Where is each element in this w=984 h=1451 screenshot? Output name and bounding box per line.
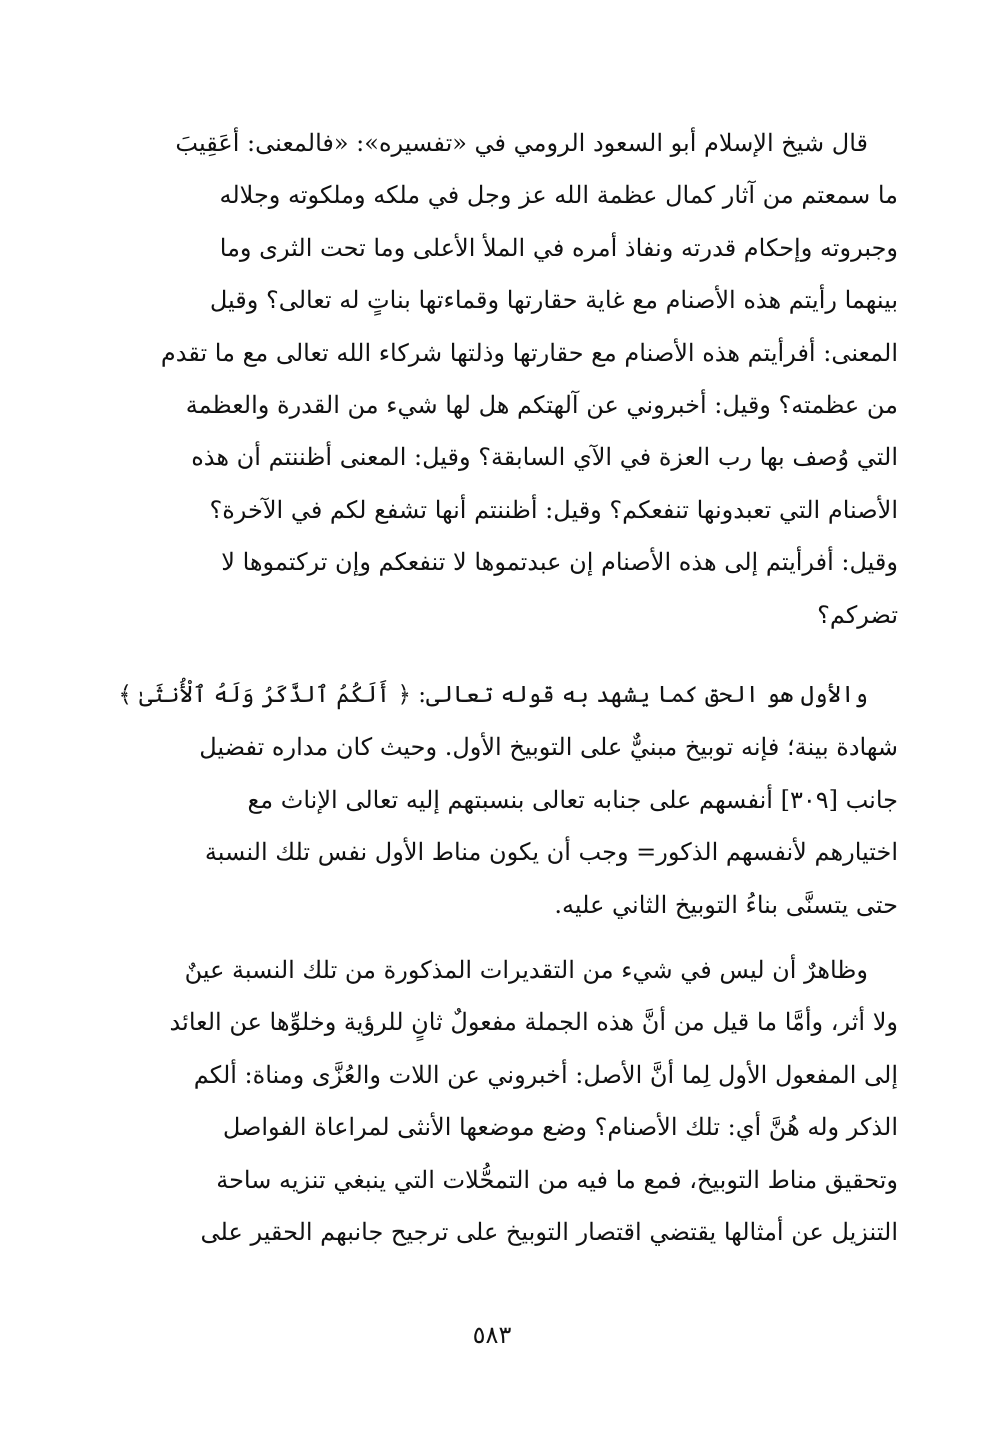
text-line: ولا أثر، وأمَّا ما قيل من أنَّ هذه الجملة مفعولٌ ثانٍ للرؤية وخلوِّها عن العائد	[169, 1008, 898, 1037]
text-line: وجبروته وإحكام قدرته ونفاذ أمره في الملأ الأعلى وما تحت الثرى وما	[219, 233, 898, 262]
paragraph-3	[108, 944, 898, 1258]
text-line: التي وُصف بها رب العزة في الآي السابقة؟ وقيل: المعنى أظننتم أن هذه	[191, 443, 898, 472]
text-line: والأول هو الحق كما يشهد به قوله تعالى: ﴿ أَلَكُمُ ٱلذَّكَرُ وَلَهُ ٱلْأُنثَىٰ ﴾	[118, 682, 868, 708]
text-line: ما سمعتم من آثار كمال عظمة الله عز وجل في ملكه وملكوته وجلاله	[219, 181, 898, 210]
text-line: الذكر وله هُنَّ أي: تلك الأصنام؟ وضع موضعها الأنثى لمراعاة الفواصل	[222, 1113, 898, 1142]
text-line: وتحقيق مناط التوبيخ، فمع ما فيه من التمحُّلات التي ينبغي تنزيه ساحة	[216, 1165, 898, 1194]
text-line: وقيل: أفرأيتم إلى هذه الأصنام إن عبدتموها لا تنفعكم وإن تركتموها لا	[221, 548, 898, 577]
paragraph-2	[108, 669, 898, 931]
text-line: التنزيل عن أمثالها يقتضي اقتصار التوبيخ على ترجيح جانبهم الحقير على	[200, 1217, 898, 1246]
text-line: بينهما رأيتم هذه الأصنام مع غاية حقارتها وقماءتها بناتٍ له تعالى؟ وقيل	[209, 286, 898, 315]
text-line: شهادة بينة؛ فإنه توبيخ مبنيٌّ على التوبيخ الأول. وحيث كان مداره تفضيل	[199, 733, 898, 762]
text-line: من عظمته؟ وقيل: أخبروني عن آلهتكم هل لها شيء من القدرة والعظمة	[185, 390, 898, 419]
text-line: جانب [٣٠٩] أنفسهم على جنابه تعالى بنسبتهم إليه تعالى الإناث مع	[247, 785, 898, 814]
page-number: ٥٨٣	[472, 1321, 512, 1349]
text-line: تضركم؟	[817, 600, 898, 629]
text-line: المعنى: أفرأيتم هذه الأصنام مع حقارتها وذلتها شركاء الله تعالى مع ما تقدم	[160, 338, 898, 367]
text-line: الأصنام التي تعبدونها تنفعكم؟ وقيل: أظننتم أنها تشفع لكم في الآخرة؟	[209, 495, 898, 524]
text-line: إلى المفعول الأول لِما أنَّ الأصل: أخبروني عن اللات والعُزَّى ومناة: ألكم	[193, 1060, 898, 1089]
text-line: حتى يتسنَّى بناءُ التوبيخ الثاني عليه.	[554, 890, 898, 919]
text-line: اختيارهم لأنفسهم الذكور= وجب أن يكون مناط الأول نفس تلك النسبة	[204, 838, 898, 867]
text-line: وظاهرٌ أن ليس في شيء من التقديرات المذكورة من تلك النسبة عينٌ	[184, 956, 868, 984]
text-line: قال شيخ الإسلام أبو السعود الرومي في «تفسيره»: «فالمعنى: أعَقِيبَ	[175, 129, 868, 157]
paragraph-1	[108, 117, 898, 641]
